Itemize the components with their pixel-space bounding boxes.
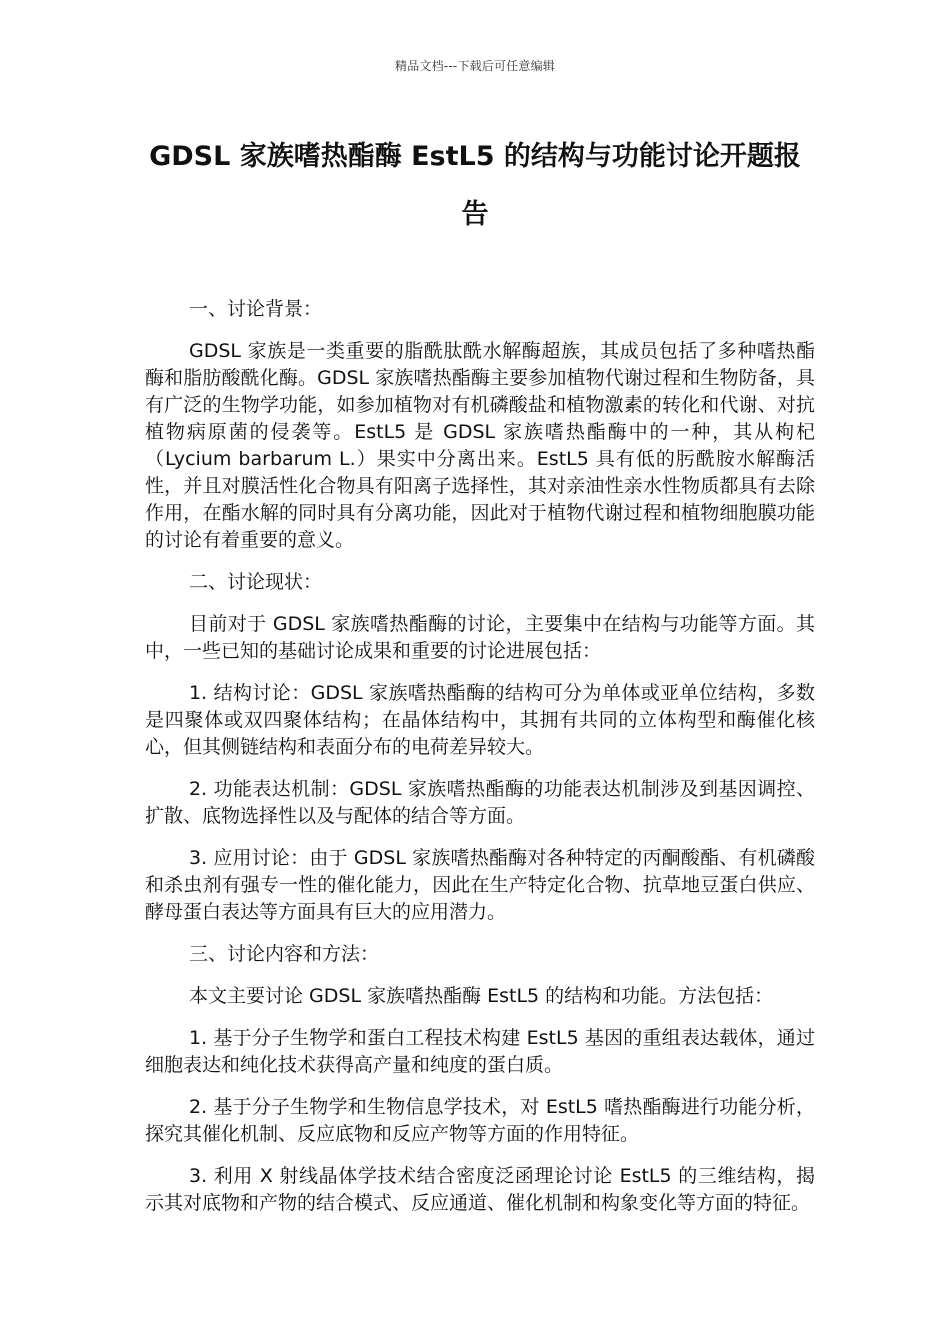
list-item-method-1: 1. 基于分子生物学和蛋白工程技术构建 EstL5 基因的重组表达载体，通过细胞表达和纯化技术获得高产量和纯度的蛋白质。 bbox=[145, 1027, 815, 1076]
paragraph-background: GDSL 家族是一类重要的脂酰肽酰水解酶超族，其成员包括了多种嗜热酯酶和脂肪酸酰化酶。GDSL 家族嗜热酯酶主要参加植物代谢过程和生物防备，具有广泛的生物学功能，如参加植物对有机磷酸盐和植物激素的转化和代谢、对抗植物病原菌的侵袭等。EstL5 是 GDSL 家族嗜热酯酶中的一种，其从枸杞（Lycium barbarum L.）果实中分离出来。EstL5 具有低的肟酰胺水解酶活性，并且对膜活性化合物具有阳离子选择性，其对亲油性亲水性物质都具有去除作用，在酯水解的同时具有分离功能，因此对于植物代谢过程和植物细胞膜功能的讨论有着重要的意义。 bbox=[145, 340, 815, 551]
header-note: 精品文档---下载后可任意编辑 bbox=[395, 59, 555, 73]
list-item-method-2: 2. 基于分子生物学和生物信息学技术，对 EstL5 嗜热酯酶进行功能分析，探究其催化机制、反应底物和反应产物等方面的作用特征。 bbox=[145, 1096, 815, 1145]
paragraph-methods-intro: 本文主要讨论 GDSL 家族嗜热酯酶 EstL5 的结构和功能。方法包括： bbox=[189, 985, 774, 1007]
list-item-method-3: 3. 利用 X 射线晶体学技术结合密度泛函理论讨论 EstL5 的三维结构，揭示其对底物和产物的结合模式、反应通道、催化机制和构象变化等方面的特征。 bbox=[145, 1165, 815, 1214]
document-title: GDSL 家族嗜热酯酶 EstL5 的结构与功能讨论开题报告 bbox=[149, 141, 801, 230]
section-heading-status: 二、讨论现状： bbox=[189, 571, 323, 593]
document-body bbox=[145, 296, 815, 1232]
section-heading-background: 一、讨论背景： bbox=[189, 298, 323, 320]
list-item-function: 2. 功能表达机制：GDSL 家族嗜热酯酶的功能表达机制涉及到基因调控、扩散、底物选择性以及与配体的结合等方面。 bbox=[145, 778, 815, 827]
list-item-structure: 1. 结构讨论：GDSL 家族嗜热酯酶的结构可分为单体或亚单位结构，多数是四聚体或双四聚体结构；在晶体结构中，其拥有共同的立体构型和酶催化核心，但其侧链结构和表面分布的电荷差异较大。 bbox=[145, 682, 815, 758]
paragraph-status-intro: 目前对于 GDSL 家族嗜热酯酶的讨论，主要集中在结构与功能等方面。其中，一些已知的基础讨论成果和重要的讨论进展包括： bbox=[145, 613, 815, 662]
section-heading-methods: 三、讨论内容和方法： bbox=[189, 943, 380, 965]
list-item-application: 3. 应用讨论：由于 GDSL 家族嗜热酯酶对各种特定的丙酮酸酯、有机磷酸和杀虫剂有强专一性的催化能力，因此在生产特定化合物、抗草地豆蛋白供应、酵母蛋白表达等方面具有巨大的应用潜力。 bbox=[145, 847, 815, 923]
